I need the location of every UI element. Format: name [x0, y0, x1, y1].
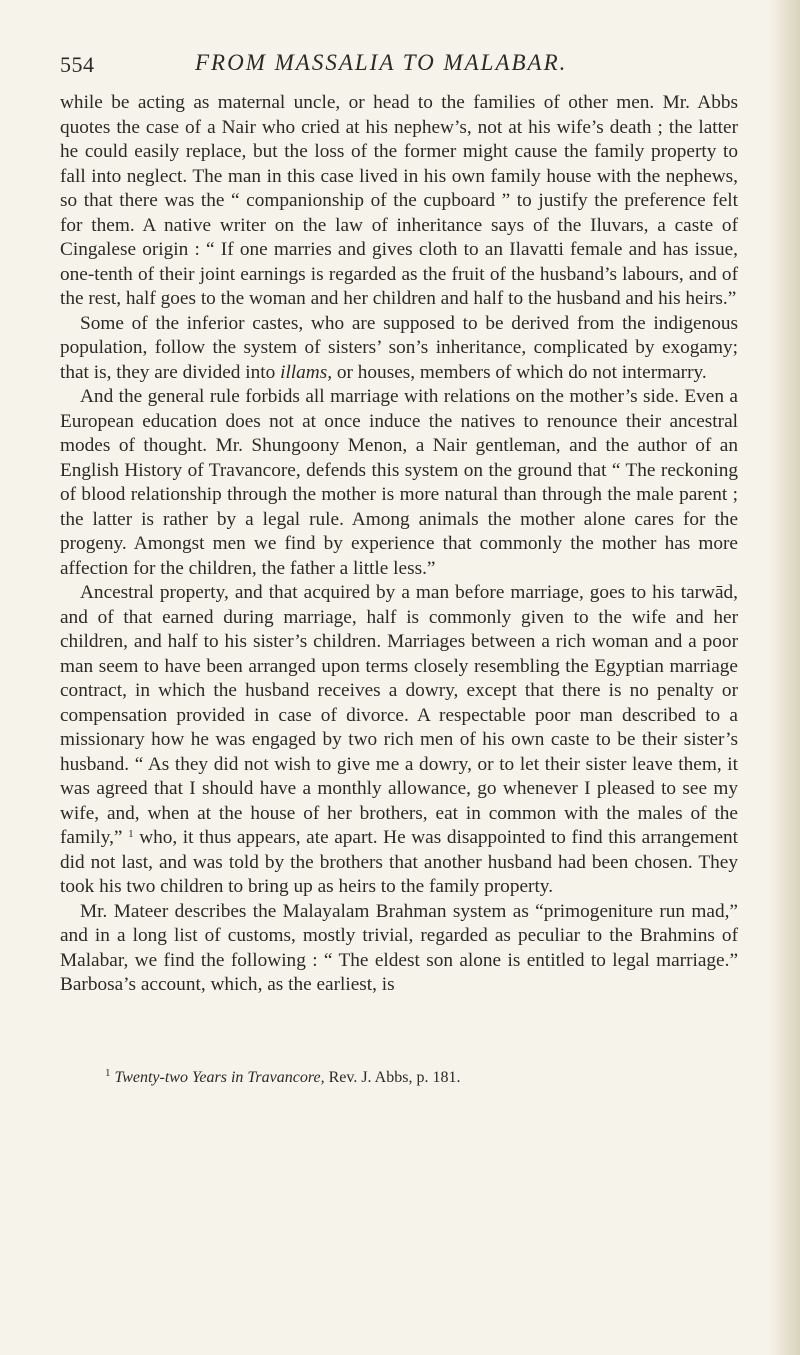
body-text: [60, 91, 738, 998]
footnote-reference: 1: [128, 828, 134, 840]
paragraph-2-text-b: or houses, members of which do not intermarry.: [336, 361, 707, 383]
footnote-citation: Rev. J. Abbs, p. 181.: [328, 1069, 461, 1086]
paragraph-4: [60, 581, 738, 900]
footnote-title: Twenty-two Years in Travancore,: [114, 1069, 325, 1086]
page-header: [60, 50, 740, 84]
paragraph-2-italic-term: illams,: [280, 361, 333, 383]
paragraph-4-text-a: Ancestral property, and that acquired by a man before marriage, goes to his tarwād, and of that earned during marriage, half is commonly given to the wife and her children, and half to his sister’s children. Marriages between a rich woman and a poor man seem to have been arranged upon terms closely resembling the Egyptian marriage contract, in which the husband receives a dowry, except that there is no penalty or compensation provided in case of divorce. A respectable poor man described to a missionary how he was engaged by two rich men of his own caste to be their sister’s husband. “ As they did not wish to give me a dowry, or to let their sister leave them, it was agreed that I should have a monthly allowance, go whenever I pleased to see my wife, and, when at the house of her brothers, eat in common with the males of the family,”: [60, 582, 738, 848]
footnote-marker: 1: [105, 1067, 111, 1079]
paragraph-2: [60, 312, 738, 386]
paragraph-5: Mr. Mateer describes the Malayalam Brahman system as “primogeniture run mad,” and in a long list of customs, mostly trivial, regarded as peculiar to the Brahmins of Malabar, we find the following : “ The eldest son alone is entitled to legal marriage.” Barbosa’s account, which, as the earliest, is: [60, 900, 738, 995]
paragraph-1: while be acting as maternal uncle, or head to the families of other men. Mr. Abbs quotes the case of a Nair who cried at his nephew’s, not at his wife’s death ; the latter he could easily replace, but the loss of the former might cause the family property to fall into neglect. The man in this case lived in his own family house with the nephews, so that there was the “ companionship of the cupboard ” to justify the preference felt for them. A native writer on the law of inheritance says of the Iluvars, a caste of Cingalese origin : “ If one marries and gives cloth to an Ilavatti female and has issue, one-tenth of their joint earnings is regarded as the fruit of the husband’s labours, and of the rest, half goes to the woman and her children and half to the husband and his heirs.”: [60, 92, 738, 309]
running-title: FROM MASSALIA TO MALABAR.: [195, 50, 568, 75]
paragraph-4-text-b: who, it thus appears, ate apart. He was disappointed to find this arrangement did not last, and was told by the brothers that another husband had been chosen. They took his two children to bring up as heirs to the family property.: [60, 827, 739, 897]
footnote: [105, 1068, 745, 1088]
page-number: 554: [60, 52, 95, 77]
paragraph-3: And the general rule forbids all marriage with relations on the mother’s side. Even a European education does not at once induce the natives to renounce their ancestral modes of thought. Mr. Shungoony Menon, a Nair gentleman, and the author of an English History of Travancore, defends this system on the ground that “ The reckoning of blood relationship through the mother is more natural than through the male parent ; the latter is rather by a legal rule. Among animals the mother alone cares for the progeny. Amongst men we find by experience that commonly the mother has more affection for the children, the father a little less.”: [60, 386, 738, 579]
page-edge-shadow: [770, 0, 800, 1355]
paragraph-2-text-a: Some of the inferior castes, who are supposed to be derived from the indigenous population, follow the system of sisters’ son’s inheritance, complicated by exogamy; that is, they are divided into: [60, 312, 738, 383]
